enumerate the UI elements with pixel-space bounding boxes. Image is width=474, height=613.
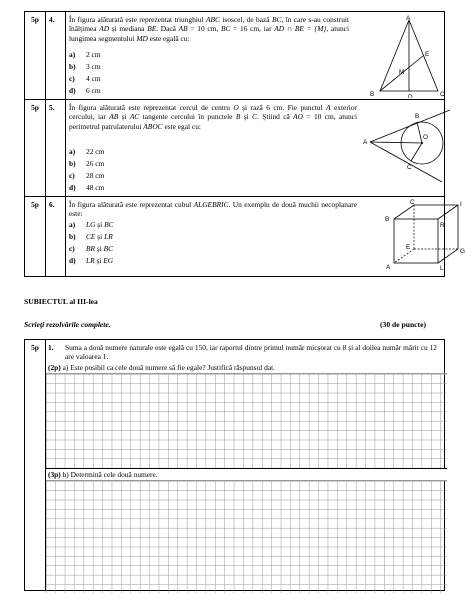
label-d: D: [408, 94, 413, 98]
label-e: E: [406, 244, 411, 251]
label-i: I: [460, 201, 462, 208]
option[interactable]: a) 2 cm: [69, 50, 101, 59]
option[interactable]: a) 22 cm: [69, 147, 105, 156]
option[interactable]: b) 26 cm: [69, 159, 105, 168]
answer-grid-a[interactable]: [46, 373, 447, 469]
option[interactable]: d) LR și EG: [69, 256, 114, 265]
option[interactable]: c) 4 cm: [69, 74, 101, 83]
option[interactable]: d) 48 cm: [69, 183, 105, 192]
label-c: C: [440, 91, 445, 98]
option[interactable]: b) CE și LR: [69, 232, 113, 241]
option[interactable]: d) 6 cm: [69, 86, 101, 95]
q4-options: [69, 50, 101, 98]
p1-score: 5p: [25, 340, 46, 591]
p1-statement: Suma a două numere naturale este egală cu 150, iar raportul dintre primul număr micșorat cu 8 și al doilea număr mărit cu 12 are valoarea 1.: [65, 343, 437, 362]
q6-options: [69, 220, 114, 268]
answer-grid-b[interactable]: [46, 480, 447, 593]
label-m: M: [399, 69, 405, 76]
label-o: O: [423, 134, 428, 141]
problem-1: [24, 339, 445, 591]
p1-part-a: (2p) a) Este posibil ca cele două numere să fie egale? Justifică răspunsul dat.: [48, 363, 276, 372]
circle-figure: [362, 104, 452, 192]
q5-options: [69, 147, 104, 195]
option[interactable]: b) 3 cm: [69, 62, 101, 71]
q4-score: 5p: [25, 12, 46, 100]
section-title: SUBIECTUL al III-lea: [24, 297, 98, 306]
q5-number: 5.: [46, 100, 66, 197]
question-5: [25, 100, 445, 197]
q6-number: 6.: [46, 197, 66, 277]
label-a: A: [363, 139, 368, 146]
label-a: A: [386, 264, 391, 271]
q6-score: 5p: [25, 197, 46, 277]
option[interactable]: c) BR și BC: [69, 244, 114, 253]
question-4: [25, 12, 445, 100]
label-g: G: [460, 248, 465, 255]
triangle-figure: [366, 14, 448, 98]
label-r: R: [440, 222, 445, 229]
q4-number: 4.: [46, 12, 66, 100]
label-b: B: [385, 216, 390, 223]
q4-text: În figura alăturată este reprezentat triunghiul ABC isoscel, de bază BC, în care s-au construit înălțimea AD și mediana BE. Dacă AB = 10 cm, BC = 16 cm, iar AD ∩ BE = {M}, atunci lungimea segmentului MD este egală cu:: [69, 15, 349, 43]
label-c: C: [410, 199, 415, 206]
option[interactable]: a) LG și BC: [69, 220, 114, 229]
option[interactable]: c) 28 cm: [69, 171, 105, 180]
question-6: [25, 197, 445, 277]
q6-text: În figura alăturată este reprezentat cubul ALGEBRIC. Un exemplu de două muchii necoplanare este:: [69, 200, 358, 219]
label-b: B: [415, 113, 420, 120]
q5-text: În figura alăturată este reprezentat cercul de centru O și rază 6 cm. Fie punctul A exterior cercului, iar AB și AC tangente cercului în punctele B și C. Știind că AO = 10 cm, atunci perimetrul patrulaterului ABOC este egal cu:: [69, 103, 358, 131]
questions-table: [24, 11, 465, 277]
cube-figure: [382, 199, 468, 275]
label-l: L: [440, 265, 444, 272]
label-a: A: [406, 15, 411, 22]
q5-score: 5p: [25, 100, 46, 197]
section-instructions: Scrieţi rezolvările complete.: [24, 320, 111, 329]
label-e: E: [425, 51, 430, 58]
p1-number: 1.: [48, 343, 54, 352]
label-b: B: [370, 91, 375, 98]
label-c: C: [407, 164, 412, 171]
p1-part-b: (3p) b) Determină cele două numere.: [48, 470, 158, 479]
section-points: (30 de puncte): [380, 320, 426, 329]
